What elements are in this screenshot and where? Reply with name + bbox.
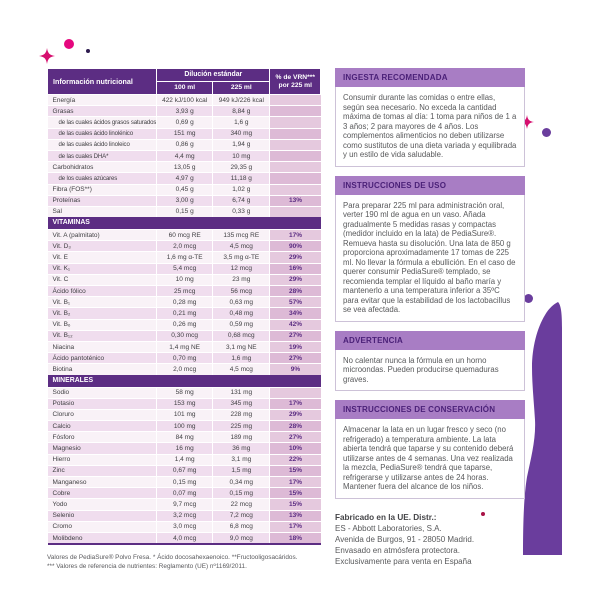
nutrient-label: de las cuales ácido linoleico [48,139,157,150]
value-225ml: 3,1 mg NE [213,341,270,352]
vrn-percent: 28% [270,286,321,297]
table-row [48,241,321,252]
section-body: Almacenar la lata en un lugar fresco y seco (no refrigerado) a temperatura ambiente. La lata abierta tendrá que taparse y su contenido deberá utilizarse antes de 4 semanas. Una vez realizada la mezcla, PediaSure® tendrá que taparse, refrigerarse y utilizarse antes de 24 horas. Mantener fuera del alcance de los niños. [335,419,525,499]
table-row [48,286,321,297]
value-225ml: 10 mg [213,150,270,161]
table-row [48,128,321,139]
nutrient-label: Sal [48,206,157,217]
value-225ml: 6,8 mcg [213,521,270,532]
vrn-percent [270,95,321,106]
value-100ml: 153 mg [157,398,213,409]
vrn-percent: 29% [270,252,321,263]
dot-icon [86,49,90,53]
value-225ml: 12 mcg [213,263,270,274]
value-100ml: 0,70 mg [157,353,213,364]
value-225ml: 4,5 mcg [213,241,270,252]
vrn-percent: 22% [270,454,321,465]
value-100ml: 0,07 mg [157,488,213,499]
manufacturer-line: Envasado en atmósfera protectora. [335,545,460,555]
table-row [48,162,321,173]
dot-icon [542,128,551,137]
value-100ml: 2,0 mcg [157,241,213,252]
table-row [48,477,321,488]
vrn-percent: 27% [270,330,321,341]
value-100ml: 9,7 mcg [157,499,213,510]
vrn-percent: 27% [270,353,321,364]
table-row [48,117,321,128]
nutrient-label: Vit. B₆ [48,319,157,330]
table-row [48,341,321,352]
value-225ml: 949 kJ/226 kcal [213,95,270,106]
value-225ml: 0,15 mg [213,488,270,499]
table-row [48,330,321,341]
section-ingesta-recomendada [335,68,525,167]
value-225ml: 9,0 mcg [213,532,270,544]
value-100ml: 84 mg [157,432,213,443]
value-100ml: 0,15 g [157,206,213,217]
table-row [48,499,321,510]
nutrient-label: Calcio [48,421,157,432]
value-225ml: 131 mg [213,387,270,398]
nutrient-label: Vit. C [48,274,157,285]
vrn-percent: 42% [270,319,321,330]
nutrition-table [47,68,321,571]
nutrient-label: Sodio [48,387,157,398]
value-225ml: 0,48 mg [213,308,270,319]
value-100ml: 2,0 mcg [157,364,213,375]
value-225ml: 3,1 mg [213,454,270,465]
value-225ml: 1,6 g [213,117,270,128]
table-section-header [48,375,321,388]
value-100ml: 0,28 mg [157,297,213,308]
vrn-percent-header: % de VRN*** por 225 ml [270,69,321,95]
vrn-percent: 17% [270,230,321,241]
section-advertencia [335,331,525,392]
dot-icon [64,39,74,49]
table-row [48,274,321,285]
table-row [48,398,321,409]
vrn-percent [270,128,321,139]
table-row [48,139,321,150]
nutrition-table-body [48,95,321,545]
value-225ml: 0,59 mg [213,319,270,330]
vrn-percent: 10% [270,443,321,454]
footnote-line: *** Valores de referencia de nutrientes: Reglamento (UE) nº1169/2011. [47,562,247,570]
table-row [48,95,321,106]
nutrient-label: de los cuales azúcares [48,173,157,184]
vrn-percent: 27% [270,432,321,443]
nutrient-label: Vit. A (palmitato) [48,230,157,241]
vrn-percent: 15% [270,488,321,499]
table-row [48,206,321,217]
nutrient-label: Vit. D₃ [48,241,157,252]
value-225ml: 0,34 mg [213,477,270,488]
table-row [48,409,321,420]
manufacturer-line: ES - Abbott Laboratories, S.A. [335,523,442,533]
value-100ml: 3,2 mcg [157,510,213,521]
vrn-percent [270,387,321,398]
vrn-percent: 18% [270,532,321,544]
nutrient-label: Ácido pantoténico [48,353,157,364]
value-100ml: 10 mg [157,274,213,285]
nutrient-label: Potasio [48,398,157,409]
value-100ml: 4,0 mcg [157,532,213,544]
value-225ml: 0,63 mg [213,297,270,308]
manufacturer-line: Exclusivamente para venta en España [335,556,472,566]
nutrient-label: de las cuales DHA* [48,150,157,161]
nutrient-label: Selenio [48,510,157,521]
vrn-percent [270,117,321,128]
table-row [48,421,321,432]
vrn-percent [270,173,321,184]
value-100ml: 1,6 mg α-TE [157,252,213,263]
value-100ml: 3,93 g [157,106,213,117]
vrn-percent: 34% [270,308,321,319]
value-100ml: 4,4 mg [157,150,213,161]
value-100ml: 60 mcg RE [157,230,213,241]
table-row [48,364,321,375]
value-100ml: 0,21 mg [157,308,213,319]
nutrient-label: Molibdeno [48,532,157,544]
value-100ml: 100 mg [157,421,213,432]
table-row [48,230,321,241]
nutrient-label: Manganeso [48,477,157,488]
table-row [48,353,321,364]
table-row [48,443,321,454]
value-225ml: 225 mg [213,421,270,432]
nutrient-label: Hierro [48,454,157,465]
value-225ml: 1,02 g [213,184,270,195]
table-footnote [47,554,321,571]
value-225ml: 22 mcg [213,499,270,510]
table-row [48,488,321,499]
value-225ml: 0,68 mcg [213,330,270,341]
nutrient-label: Cloruro [48,409,157,420]
vrn-percent [270,139,321,150]
nutrient-label: Biotina [48,364,157,375]
value-100ml: 0,26 mg [157,319,213,330]
value-100ml: 0,86 g [157,139,213,150]
table-row [48,387,321,398]
value-225ml: 1,6 mg [213,353,270,364]
table-row [48,173,321,184]
vrn-percent: 19% [270,341,321,352]
vrn-percent: 17% [270,477,321,488]
value-225ml: 345 mg [213,398,270,409]
nutrient-label: Vit. B₁ [48,297,157,308]
vrn-percent [270,162,321,173]
nutrient-label: Vit. E [48,252,157,263]
table-row [48,263,321,274]
footnote-line: Valores de PediaSure® Polvo Fresa. * Ácido docosahexaenoico. **Fructooligosacáridos. [47,554,298,562]
value-225ml: 6,74 g [213,195,270,206]
nutrient-label: Yodo [48,499,157,510]
nutrient-label: Niacina [48,341,157,352]
section-body: Para preparar 225 ml para administración oral, verter 190 ml de agua en un vaso. Añada gradualmente 5 medidas rasas y compactas (medidor incluido en la lata) de PediaSure®. Remueva hasta su disolución. Una lata de 850 g proporciona aproximadamente 17 tomas de 225 ml. No llevar la fórmula a ebullición. En el caso de querer consumir PediaSure® templado, se recomienda templar el líquido al baño maría y mantenerlo a una temperatura inferior a 35ºC para evitar que la estabilidad de los lactobacillus se vea afectada. [335,195,525,322]
vrn-percent: 57% [270,297,321,308]
nutrient-label: Cromo [48,521,157,532]
table-row [48,150,321,161]
value-100ml: 0,15 mg [157,477,213,488]
value-100ml: 58 mg [157,387,213,398]
value-100ml: 0,67 mg [157,465,213,476]
value-100ml: 16 mg [157,443,213,454]
vrn-percent: 15% [270,499,321,510]
dilution-group-header: Dilución estándar [157,69,270,82]
vrn-percent: 28% [270,421,321,432]
value-100ml: 13,05 g [157,162,213,173]
section-instrucciones-de-conservacion [335,400,525,499]
value-225ml: 8,84 g [213,106,270,117]
table-row [48,106,321,117]
manufacturer-line: Avenida de Burgos, 91 - 28050 Madrid. [335,534,475,544]
manufacturer-block [335,512,525,567]
section-title: ADVERTENCIA [335,331,525,350]
value-225ml: 11,18 g [213,173,270,184]
value-225ml: 189 mg [213,432,270,443]
vrn-percent: 16% [270,263,321,274]
table-title: Información nutricional [48,69,157,95]
vrn-percent: 17% [270,521,321,532]
section-body: Consumir durante las comidas o entre ellas, según sea necesario. No exceda la cantidad máxima de tomas al día: 1 toma para niños de 1 a 3 años; 2 para mayores de 4 años. Los complementos alimenticios no deben utilizarse como sustitutos de una dieta variada y equilibrada y un estilo de vida saludable. [335,87,525,167]
value-100ml: 4,97 g [157,173,213,184]
table-section-title: VITAMINAS [48,217,321,230]
nutrient-label: Vit. K₁ [48,263,157,274]
value-225ml: 1,5 mg [213,465,270,476]
nutrient-label: de las cuales ácido linolénico [48,128,157,139]
value-100ml: 0,45 g [157,184,213,195]
nutrient-label: Ácido fólico [48,286,157,297]
section-instrucciones-de-uso [335,176,525,322]
vrn-percent [270,206,321,217]
vrn-percent [270,106,321,117]
table-row [48,319,321,330]
section-title: INGESTA RECOMENDADA [335,68,525,87]
value-100ml: 1,4 mg NE [157,341,213,352]
table-section-header [48,217,321,230]
column-header-100ml: 100 ml [157,82,213,95]
value-225ml: 56 mcg [213,286,270,297]
value-225ml: 4,5 mcg [213,364,270,375]
value-100ml: 0,30 mcg [157,330,213,341]
value-100ml: 0,69 g [157,117,213,128]
value-100ml: 5,4 mcg [157,263,213,274]
nutrient-label: Grasas [48,106,157,117]
vrn-percent: 90% [270,241,321,252]
value-225ml: 3,5 mg α-TE [213,252,270,263]
value-225ml: 36 mg [213,443,270,454]
value-225ml: 29,35 g [213,162,270,173]
nutrient-label: Fósforo [48,432,157,443]
table-section-title: MINERALES [48,375,321,388]
table-row [48,532,321,544]
table-row [48,297,321,308]
nutrient-label: Carbohidratos [48,162,157,173]
table-row [48,454,321,465]
value-100ml: 422 kJ/100 kcal [157,95,213,106]
vrn-percent: 15% [270,465,321,476]
table-row [48,195,321,206]
value-100ml: 3,00 g [157,195,213,206]
table-row [48,184,321,195]
nutrient-label: Vit. B₁₂ [48,330,157,341]
value-100ml: 1,4 mg [157,454,213,465]
value-225ml: 135 mcg RE [213,230,270,241]
value-100ml: 101 mg [157,409,213,420]
nutrient-label: Fibra (FOS**) [48,184,157,195]
value-225ml: 23 mg [213,274,270,285]
value-100ml: 3,0 mcg [157,521,213,532]
vrn-percent: 9% [270,364,321,375]
column-header-225ml: 225 ml [213,82,270,95]
sparkle-icon [39,48,55,64]
info-column [335,68,525,567]
table-row [48,308,321,319]
nutrient-label: de las cuales ácidos grasos saturados [48,117,157,128]
vrn-percent [270,184,321,195]
section-title: INSTRUCCIONES DE USO [335,176,525,195]
value-100ml: 151 mg [157,128,213,139]
vrn-percent: 13% [270,510,321,521]
table-row [48,432,321,443]
section-title: INSTRUCCIONES DE CONSERVACIÓN [335,400,525,419]
value-225ml: 1,94 g [213,139,270,150]
value-225ml: 0,33 g [213,206,270,217]
nutrient-label: Proteínas [48,195,157,206]
table-row [48,465,321,476]
vrn-percent: 17% [270,398,321,409]
vrn-percent: 13% [270,195,321,206]
nutrient-label: Magnesio [48,443,157,454]
nutrient-label: Vit. B₂ [48,308,157,319]
table-row [48,510,321,521]
nutrient-label: Cobre [48,488,157,499]
vrn-percent: 29% [270,409,321,420]
value-225ml: 228 mg [213,409,270,420]
manufacturer-title: Fabricado en la UE. Distr.: [335,512,437,522]
value-100ml: 25 mcg [157,286,213,297]
nutrient-label: Energía [48,95,157,106]
nutrient-label: Zinc [48,465,157,476]
section-body: No calentar nunca la fórmula en un horno microondas. Pueden producirse quemaduras graves. [335,350,525,392]
table-row [48,521,321,532]
vrn-percent [270,150,321,161]
vrn-percent: 29% [270,274,321,285]
value-225ml: 340 mg [213,128,270,139]
value-225ml: 7,2 mcg [213,510,270,521]
table-row [48,252,321,263]
